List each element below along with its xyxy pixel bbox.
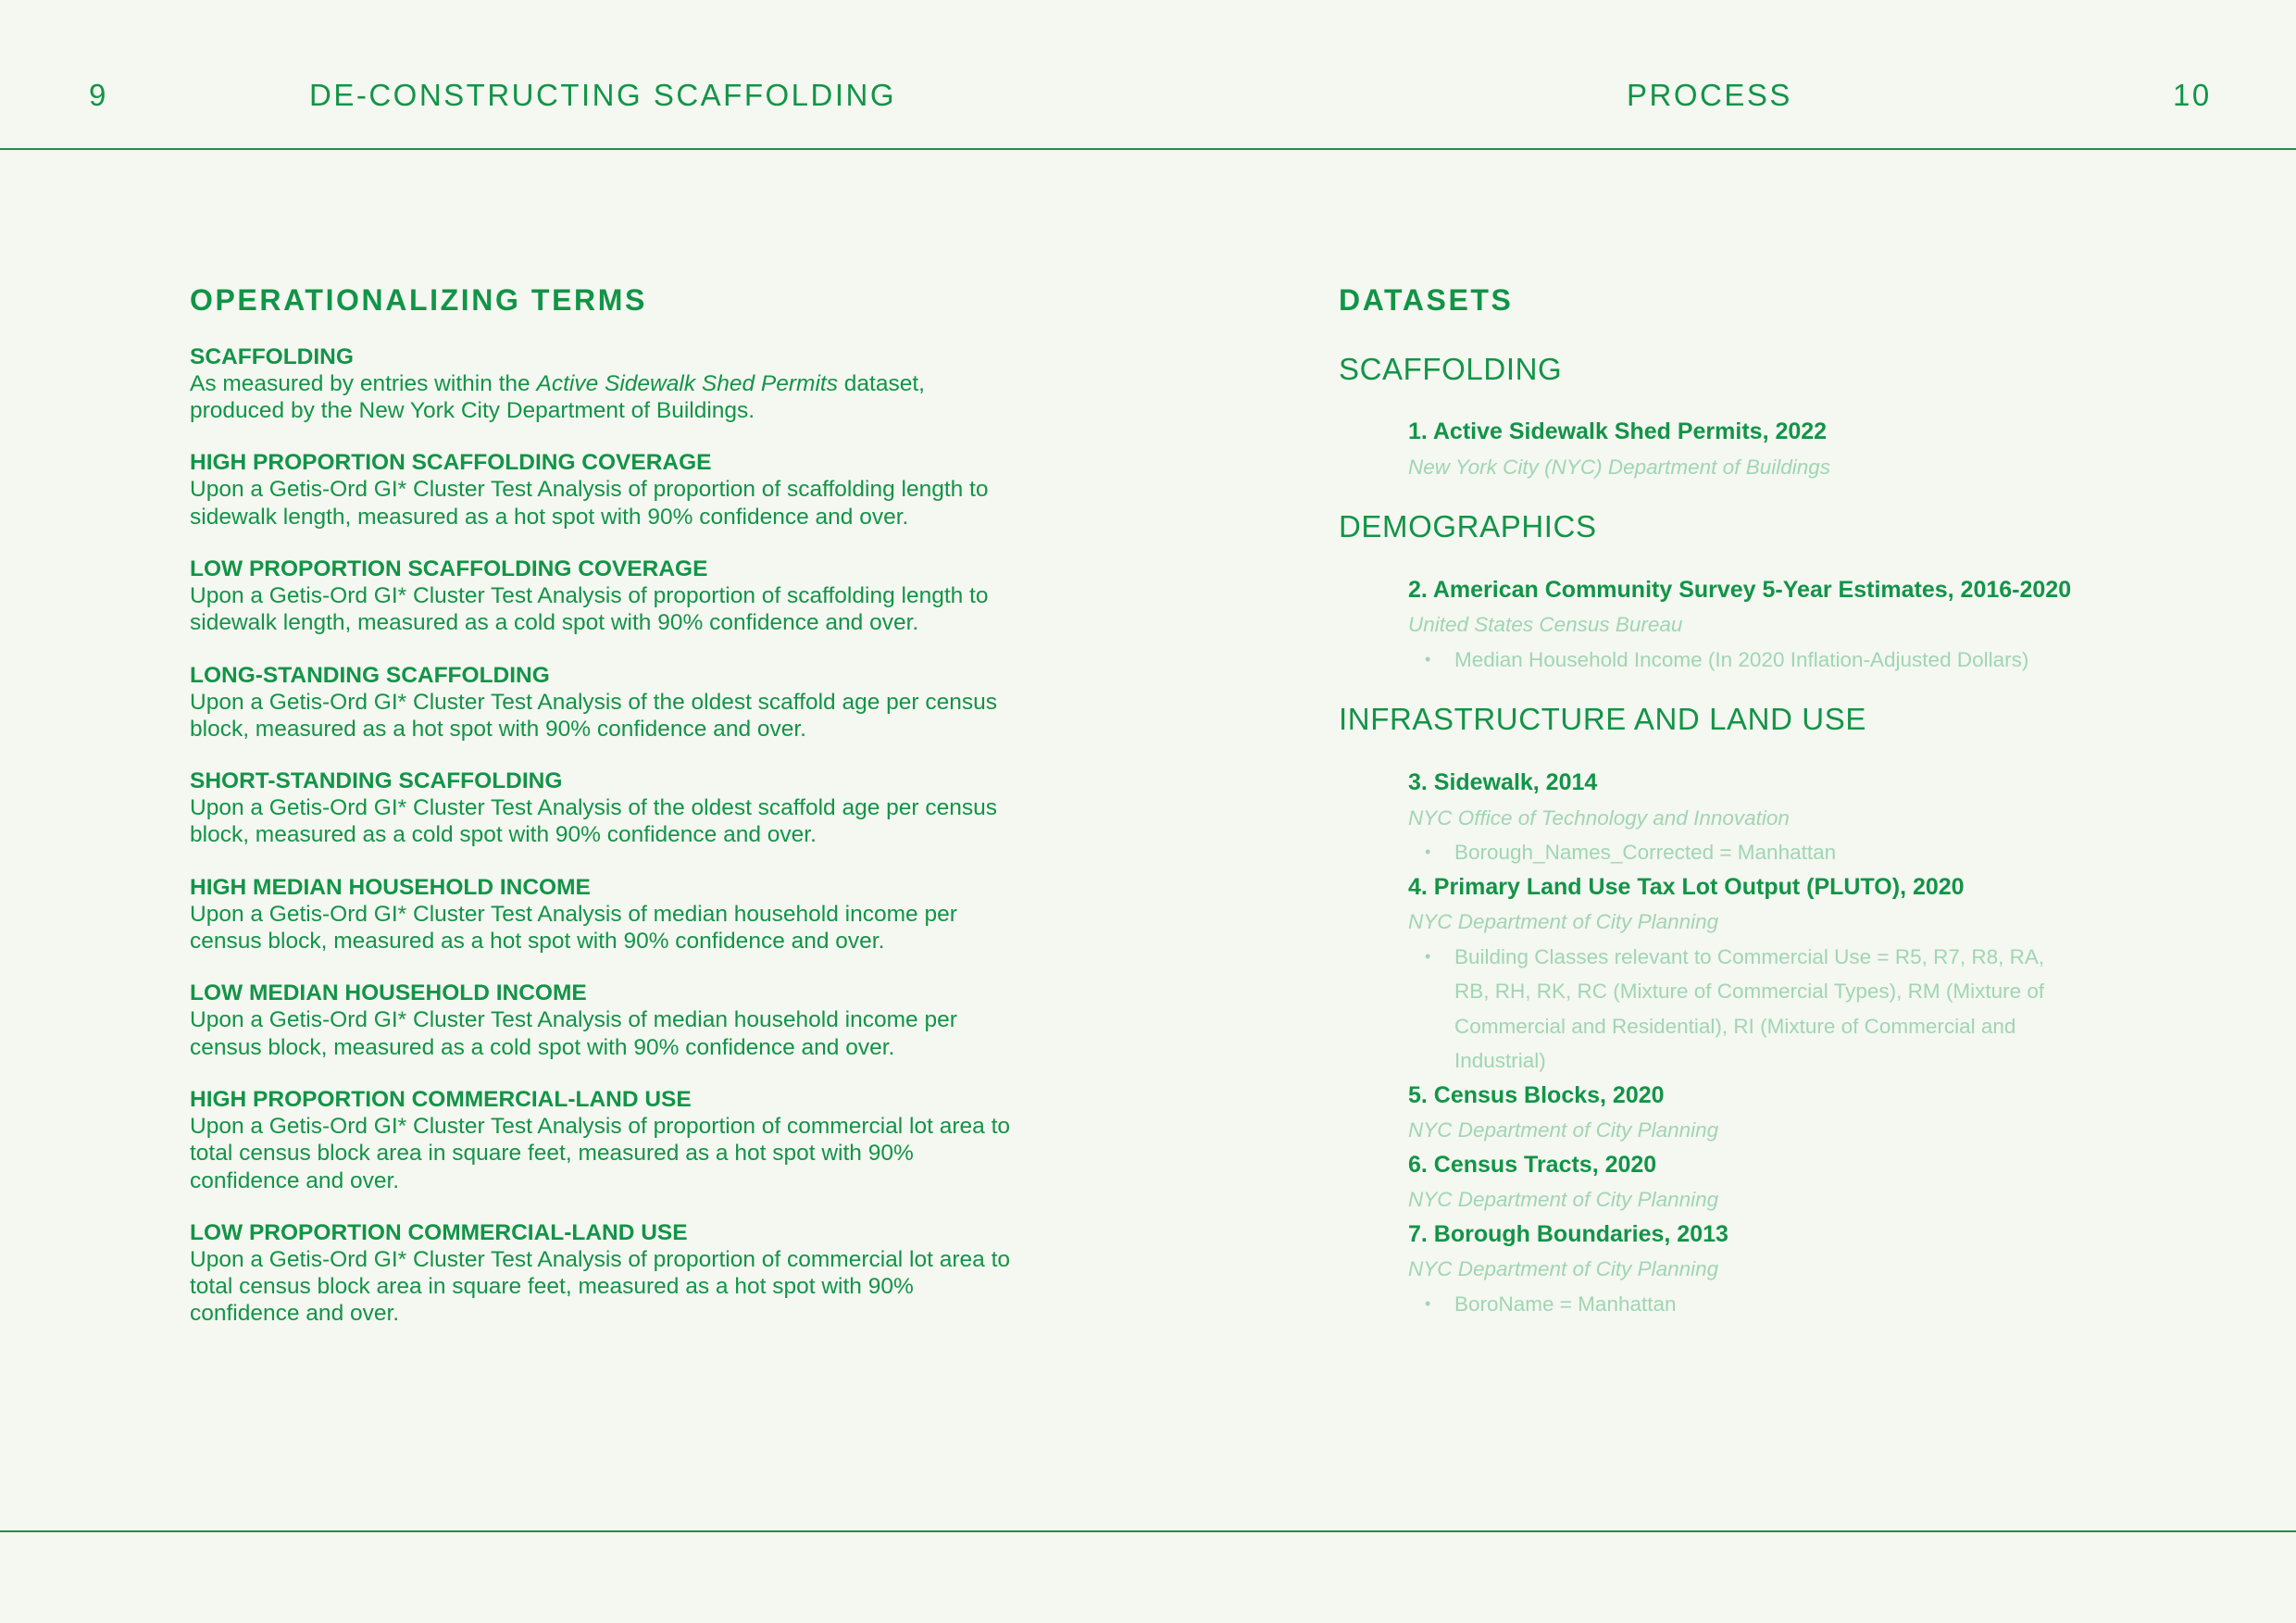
page-header bbox=[0, 0, 2296, 150]
term-description: Upon a Getis-Ord GI* Cluster Test Analysis of proportion of scaffolding length to sidewalk length, measured as a hot spot with 90% confidence and over. bbox=[190, 477, 989, 530]
dataset-name: Active Sidewalk Shed Permits bbox=[536, 370, 838, 396]
dataset-source: NYC Department of City Planning bbox=[1408, 910, 1719, 934]
dataset-list bbox=[1408, 415, 2172, 484]
dataset-source: NYC Office of Technology and Innovation bbox=[1408, 805, 1790, 830]
dataset-title: 5. Census Blocks, 2020 bbox=[1408, 1081, 1665, 1108]
term-name: LONG-STANDING SCAFFOLDING bbox=[190, 662, 550, 688]
term-name: LOW MEDIAN HOUSEHOLD INCOME bbox=[190, 980, 587, 1006]
footer-rule bbox=[0, 1530, 2296, 1532]
section-heading: OPERATIONALIZING TERMS bbox=[190, 283, 647, 317]
term-description: Upon a Getis-Ord GI* Cluster Test Analysis of median household income per census block, measured as a hot spot with 90% confidence and over. bbox=[190, 901, 957, 955]
right-page-number: 10 bbox=[2173, 78, 2212, 112]
term-entry bbox=[190, 449, 1023, 531]
dataset-filter-bullet bbox=[1408, 643, 2172, 678]
bullet-icon: • bbox=[1425, 649, 1431, 668]
dataset-category-infrastructure: INFRASTRUCTURE AND LAND USE bbox=[1339, 702, 1866, 737]
term-name: HIGH PROPORTION COMMERCIAL-LAND USE bbox=[190, 1086, 692, 1112]
dataset-title: 2. American Community Survey 5-Year Estimates, 2016-2020 bbox=[1408, 576, 2072, 603]
term-entry bbox=[190, 768, 1023, 849]
dataset-filter-text: Building Classes relevant to Commercial Use = R5, R7, R8, RA, RB, RH, RK, RC (Mixture of Commercial Types), RM (Mixture of Commercial and Residential), RI (Mixture of Commercial and Industrial) bbox=[1454, 944, 2045, 1073]
left-page-number: 9 bbox=[89, 78, 108, 112]
term-name: HIGH MEDIAN HOUSEHOLD INCOME bbox=[190, 874, 591, 900]
dataset-source: NYC Department of City Planning bbox=[1408, 1257, 1719, 1281]
dataset-filter-bullet bbox=[1408, 940, 2084, 1079]
dataset-title: 7. Borough Boundaries, 2013 bbox=[1408, 1220, 1728, 1247]
left-running-title: DE-CONSTRUCTING SCAFFOLDING bbox=[309, 78, 897, 112]
dataset-source: United States Census Bureau bbox=[1408, 613, 1683, 637]
dataset-category-scaffolding: SCAFFOLDING bbox=[1339, 351, 1563, 386]
term-description-text: dataset, produced by the New York City Department of Buildings. bbox=[190, 370, 925, 424]
dataset-source: NYC Department of City Planning bbox=[1408, 1118, 1719, 1142]
term-description-text: As measured by entries within the bbox=[190, 370, 537, 396]
term-description: Upon a Getis-Ord GI* Cluster Test Analysis of proportion of commercial lot area to total census block area in square feet, measured as a hot spot with 90% confidence and over. bbox=[190, 1113, 1011, 1193]
operationalizing-terms-section bbox=[190, 283, 1023, 1353]
dataset-list bbox=[1408, 766, 2172, 1321]
term-description: Upon a Getis-Ord GI* Cluster Test Analysis of the oldest scaffold age per census block, measured as a hot spot with 90% confidence and over. bbox=[190, 689, 998, 742]
dataset-filter-bullet bbox=[1408, 1287, 2172, 1322]
dataset-title: 3. Sidewalk, 2014 bbox=[1408, 769, 1598, 796]
term-entry bbox=[190, 874, 1023, 955]
term-entry bbox=[190, 1086, 1023, 1194]
term-description: Upon a Getis-Ord GI* Cluster Test Analysis of the oldest scaffold age per census block, measured as a cold spot with 90% confidence and over. bbox=[190, 795, 998, 848]
dataset-filter-text: Borough_Names_Corrected = Manhattan bbox=[1454, 841, 1837, 865]
bullet-icon: • bbox=[1425, 843, 1431, 862]
term-name: SHORT-STANDING SCAFFOLDING bbox=[190, 768, 563, 794]
bullet-icon: • bbox=[1425, 1293, 1431, 1313]
term-description bbox=[190, 370, 1023, 425]
term-entry bbox=[190, 1219, 1023, 1328]
dataset-title: 1. Active Sidewalk Shed Permits, 2022 bbox=[1408, 418, 1828, 445]
bullet-icon: • bbox=[1425, 946, 1431, 966]
term-name: SCAFFOLDING bbox=[190, 343, 354, 369]
term-description: Upon a Getis-Ord GI* Cluster Test Analysis of proportion of commercial lot area to total census block area in square feet, measured as a hot spot with 90% confidence and over. bbox=[190, 1246, 1011, 1327]
term-name: LOW PROPORTION COMMERCIAL-LAND USE bbox=[190, 1219, 688, 1245]
term-description: Upon a Getis-Ord GI* Cluster Test Analysis of proportion of scaffolding length to sidewalk length, measured as a cold spot with 90% confidence and over. bbox=[190, 582, 989, 636]
term-name: LOW PROPORTION SCAFFOLDING COVERAGE bbox=[190, 556, 708, 581]
dataset-title: 4. Primary Land Use Tax Lot Output (PLUTO), 2020 bbox=[1408, 873, 1965, 900]
dataset-title: 6. Census Tracts, 2020 bbox=[1408, 1151, 1657, 1178]
term-entry bbox=[190, 662, 1023, 743]
term-entry bbox=[190, 980, 1023, 1061]
term-entry bbox=[190, 343, 1023, 425]
dataset-filter-text: BoroName = Manhattan bbox=[1454, 1292, 1677, 1316]
dataset-source: New York City (NYC) Department of Buildings bbox=[1408, 455, 1830, 479]
dataset-filter-text: Median Household Income (In 2020 Inflation-Adjusted Dollars) bbox=[1454, 647, 2029, 671]
datasets-section bbox=[1339, 283, 2172, 1321]
section-heading: DATASETS bbox=[1339, 283, 1514, 317]
dataset-category-demographics: DEMOGRAPHICS bbox=[1339, 509, 1597, 544]
term-entry bbox=[190, 556, 1023, 637]
dataset-filter-bullet bbox=[1408, 835, 2172, 870]
dataset-list bbox=[1408, 573, 2172, 678]
term-description: Upon a Getis-Ord GI* Cluster Test Analysis of median household income per census block, measured as a cold spot with 90% confidence and over. bbox=[190, 1007, 957, 1060]
right-running-title: PROCESS bbox=[1627, 78, 1792, 112]
dataset-source: NYC Department of City Planning bbox=[1408, 1188, 1719, 1212]
term-name: HIGH PROPORTION SCAFFOLDING COVERAGE bbox=[190, 450, 712, 476]
